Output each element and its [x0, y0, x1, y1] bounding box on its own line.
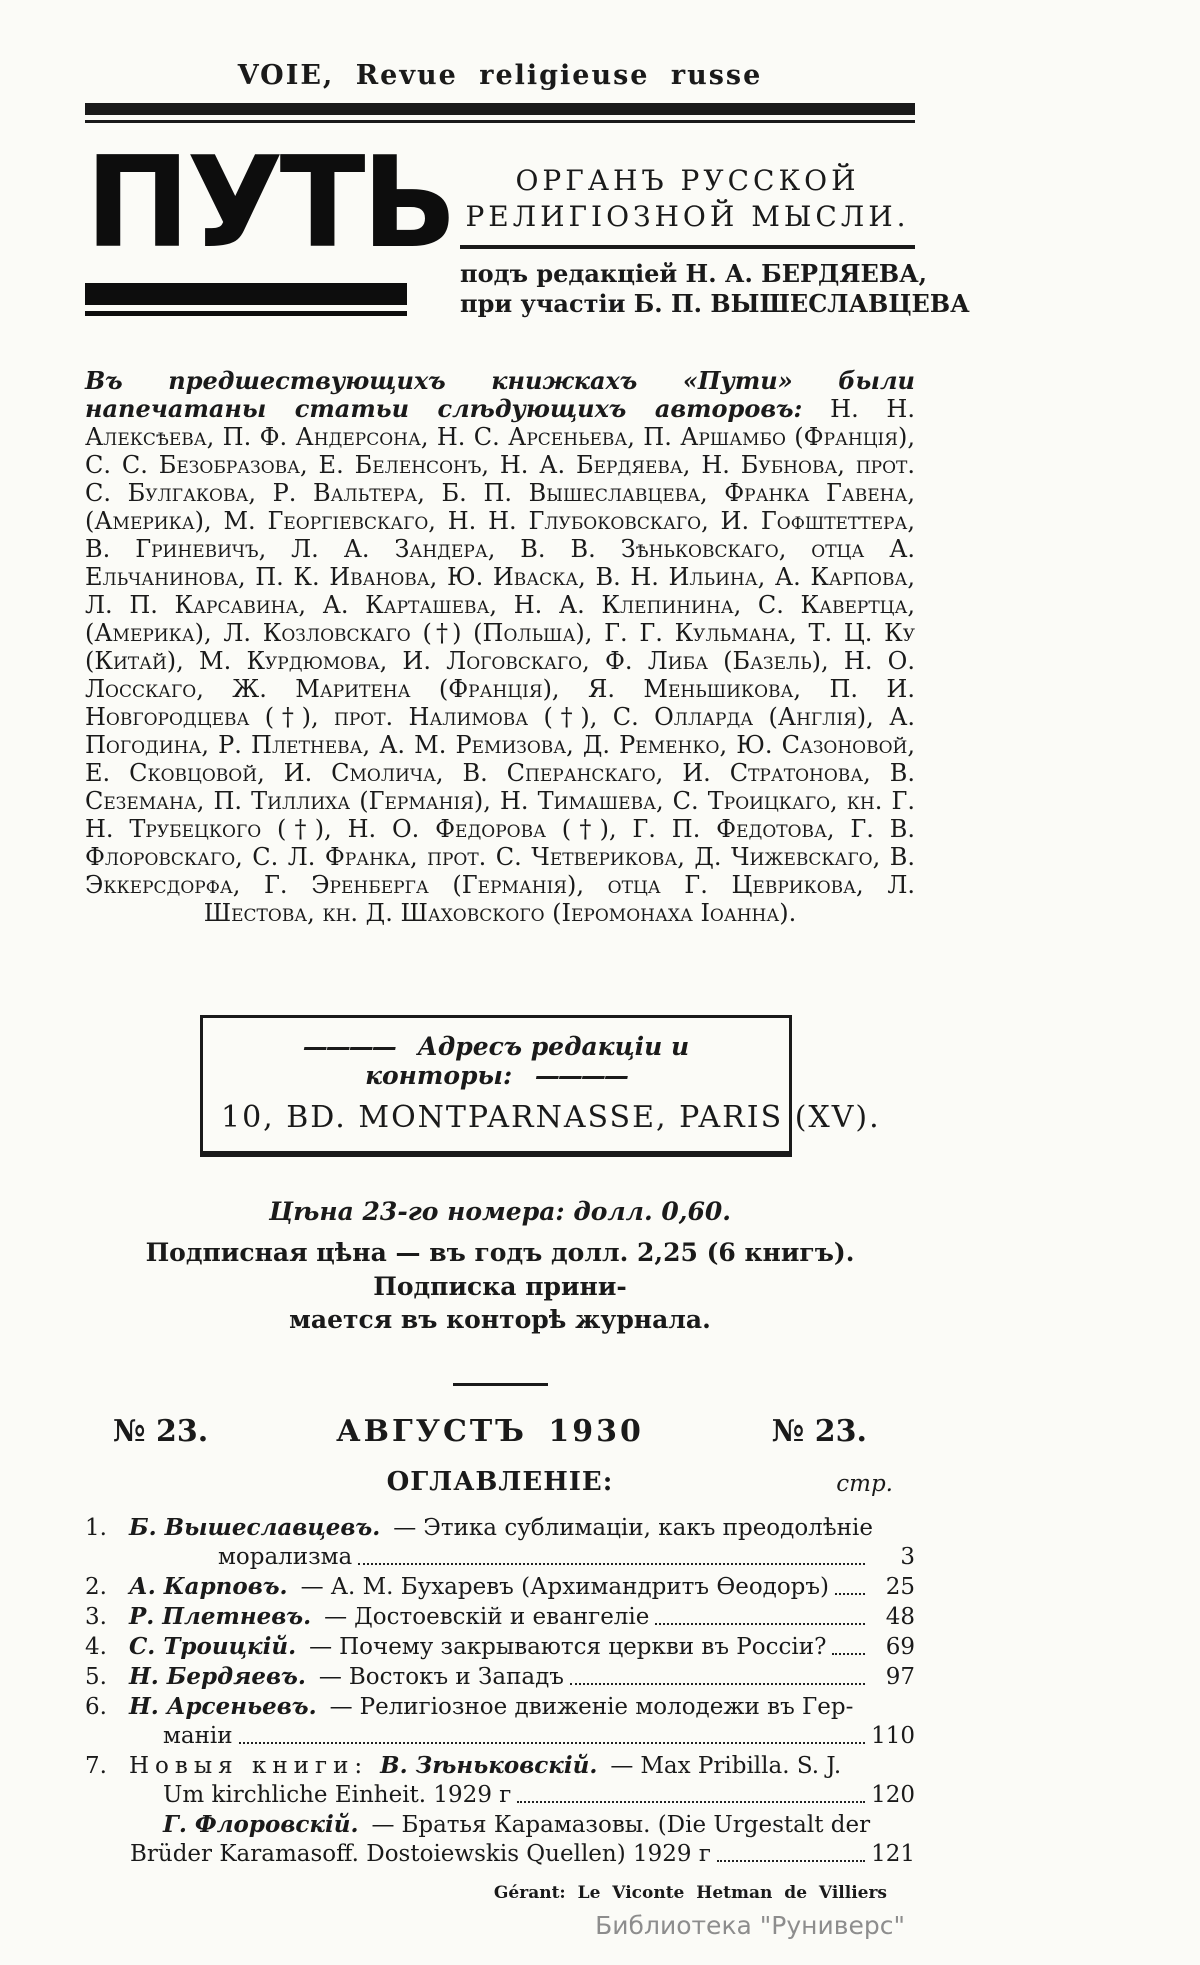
subscription-note [85, 1236, 915, 1337]
address-label: Адресъ редакціи и конторы: [365, 1031, 690, 1090]
issue-row [85, 1414, 915, 1449]
address-box [200, 1015, 881, 1157]
toc-author: Б. Вышеславцевъ. [129, 1514, 381, 1542]
subscription-line-2: мается въ конторѣ журнала. [289, 1305, 711, 1335]
scanned-page [85, 60, 970, 1941]
organ-line-1: ОРГАНЪ РУССКОЙ [515, 164, 860, 197]
toc-author: В. Зѣньковскій. [380, 1752, 598, 1780]
toc-row [85, 1572, 915, 1602]
toc-entry-title: Братья Карамазовы. (Die Urgestalt der [401, 1812, 871, 1839]
toc-page-number: 69 [885, 1634, 915, 1661]
toc-dash: — [371, 1812, 395, 1839]
toc-dot-leader [239, 1742, 865, 1744]
library-watermark: Библиотека "Руниверс" [595, 1911, 905, 1941]
toc-entry-title: Um kirchliche Einheit. 1929 г [163, 1782, 512, 1809]
toc-dash: — [318, 1664, 342, 1691]
issue-number-left: № 23. [113, 1414, 209, 1450]
address-dash-left: ———— [302, 1031, 395, 1061]
address-value: 10, BD. MONTPARNASSE, PARIS (XV). [221, 1099, 881, 1135]
toc-dash: — [610, 1753, 634, 1780]
toc-entry-title: Brüder Karamasoff. Dostoiewskis Quellen) 1929 г [130, 1841, 711, 1868]
toc-entry-title: Достоевскій и евангеліе [354, 1604, 650, 1631]
toc-dot-leader [517, 1801, 865, 1803]
toc-entry-title: морализма [218, 1544, 353, 1571]
toc-row [85, 1662, 915, 1692]
toc-item-number: 6. [85, 1694, 107, 1721]
address-label-row [221, 1032, 771, 1090]
toc-header [85, 1467, 915, 1497]
toc-item-number: 4. [85, 1634, 107, 1661]
subscription-line-1: Подписная цѣна — въ годъ долл. 2,25 (6 книгъ). Подписка прини- [145, 1237, 855, 1301]
toc-dash: — [393, 1515, 417, 1542]
toc-item-number: 2. [85, 1574, 107, 1601]
toc-dot-leader [832, 1653, 865, 1655]
editor-line-1: подъ редакціей Н. А. БЕРДЯЕВА, [460, 258, 928, 288]
authors-intro: Въ предшествующихъ книжкахъ «Пути» были напечатаны статьи слѣдующихъ авторовъ: [85, 365, 915, 423]
french-subtitle: VOIE, Revue religieuse russe [237, 60, 763, 91]
masthead-rule [460, 245, 915, 249]
toc-entry-title: Почему закрываются церкви въ Россіи? [339, 1634, 827, 1661]
toc-page-number: 110 [871, 1723, 915, 1750]
toc-page-number: 3 [900, 1544, 915, 1571]
toc-page-number: 25 [885, 1574, 915, 1601]
divider-rule [453, 1383, 548, 1386]
toc-dash: — [329, 1694, 353, 1721]
toc-author: Н. Бердяевъ. [129, 1663, 306, 1691]
toc-row [85, 1602, 915, 1632]
issue-number-right: № 23. [771, 1414, 867, 1450]
toc-title: ОГЛАВЛЕНІЕ: [386, 1467, 614, 1498]
top-rule-thick [85, 103, 915, 115]
top-rule-thin [85, 120, 915, 123]
toc-entry-title: Религіозное движеніе молодежи въ Гер- [359, 1694, 854, 1721]
toc-dot-leader [570, 1683, 865, 1685]
toc-entry-title: Этика сублимаціи, какъ преодолѣніе [423, 1515, 873, 1542]
toc-page-number: 97 [885, 1664, 915, 1691]
table-of-contents [85, 1513, 915, 1869]
toc-row [85, 1692, 915, 1722]
toc-row [85, 1513, 915, 1543]
logo-underline-bar [85, 283, 407, 305]
toc-author: Р. Плетневъ. [129, 1603, 312, 1631]
toc-row [85, 1751, 915, 1781]
toc-row [85, 1543, 915, 1572]
toc-dash: — [300, 1574, 324, 1601]
toc-author: А. Карповъ. [129, 1573, 288, 1601]
toc-dot-leader [655, 1623, 865, 1625]
authors-list: Н. Н. Алексѣева, П. Ф. Андерсона, Н. С. Арсеньева, П. Аршамбо (Франція), С. С. Безобразова, Е. Беленсонъ, Н. А. Бердяева, Н. Бубнова, прот. С. Булгакова, Р. Вальтера, Б. П. Вышеславцева, Франка Гавена, (Америка), М. Георгіевскаго, Н. Н. Глубоковскаго, И. Гофштеттера, В. Гриневичъ, Л. А. Зандера, В. В. Зѣньковскаго, отца А. Ельчанинова, П. К. Иванова, Ю. Иваска, В. Н. Ильина, А. Карпова, Л. П. Карсавина, А. Карташева, Н. А. Клепинина, С. Кавертца, (Америка), Л. Козловскаго (†) (Польша), Г. Г. Кульмана, Т. Ц. Ку (Китай), М. Курдюмова, И. Логовскаго, Ф. Либа (Базель), Н. О. Лосскаго, Ж. Маритена (Франція), Я. Меньшикова, П. И. Новгородцева (†), прот. Налимова (†), С. Олларда (Англія), А. Погодина, Р. Плетнева, А. М. Ремизова, Д. Ременко, Ю. Сазоновой, Е. Сковцовой, И. Смолича, В. Сперанскаго, И. Стратонова, В. Сеземана, П. Тиллиха (Германія), Н. Тимашева, С. Троицкаго, кн. Г. Н. Трубецкого (†), Н. О. Федорова (†), Г. П. Федотова, Г. В. Флоровскаго, С. Л. Франка, прот. С. Четверикова, Д. Чижевскаго, В. Эккерсдорфа, Г. Эренберга (Германія), отца Г. Цеврикова, Л. Шестова, кн. Д. Шаховского (Іеромонаха Іоанна). [85, 394, 915, 927]
toc-entry-title: маніи [163, 1723, 233, 1750]
editor-line-2: при участіи Б. П. ВЫШЕСЛАВЦЕВА [460, 288, 970, 318]
issue-month: АВГУСТЪ 1930 [336, 1414, 644, 1450]
toc-item-number: 7. [85, 1753, 107, 1780]
toc-page-number: 48 [885, 1604, 915, 1631]
toc-page-number: 121 [871, 1841, 915, 1868]
organ-line-2: РЕЛИГІОЗНОЙ МЫСЛИ. [465, 200, 910, 234]
toc-row [85, 1722, 915, 1751]
toc-dot-leader [835, 1593, 865, 1595]
logo-underline [85, 283, 407, 316]
toc-page-number: 120 [871, 1782, 915, 1809]
gerant-line: Gérant: Le Viconte Hetman de Villiers [493, 1883, 887, 1904]
toc-row [85, 1781, 915, 1810]
toc-row [85, 1810, 915, 1840]
address-dash-right: ———— [534, 1060, 627, 1090]
toc-dash: — [309, 1634, 333, 1661]
logo-underline-line [85, 311, 407, 316]
journal-logo-block [85, 129, 454, 319]
toc-row [85, 1840, 915, 1869]
toc-row [85, 1632, 915, 1662]
toc-section-label: Новыя книги: [129, 1753, 369, 1780]
toc-dash: — [324, 1604, 348, 1631]
toc-item-number: 3. [85, 1604, 107, 1631]
toc-item-number: 5. [85, 1664, 107, 1691]
authors-paragraph [85, 367, 915, 927]
toc-dot-leader [717, 1860, 865, 1862]
issue-price-note: Цѣна 23-го номера: долл. 0,60. [269, 1196, 731, 1226]
toc-dot-leader [358, 1563, 865, 1565]
masthead-right [460, 137, 970, 319]
toc-item-number: 1. [85, 1515, 107, 1542]
journal-logo: ПУТЬ [85, 129, 454, 276]
toc-entry-title: Востокъ и Западъ [348, 1664, 564, 1691]
masthead [85, 129, 970, 319]
top-double-rule [85, 103, 915, 123]
toc-author: Н. Арсеньевъ. [129, 1693, 317, 1721]
toc-entry-title: А. М. Бухаревъ (Архимандритъ Ѳеодоръ) [330, 1574, 830, 1601]
toc-entry-title: Max Pribilla. S. J. [640, 1753, 842, 1780]
toc-page-column-label: стр. [836, 1471, 893, 1498]
toc-author: С. Троицкій. [129, 1633, 297, 1661]
toc-author: Г. Флоровскій. [163, 1811, 359, 1839]
